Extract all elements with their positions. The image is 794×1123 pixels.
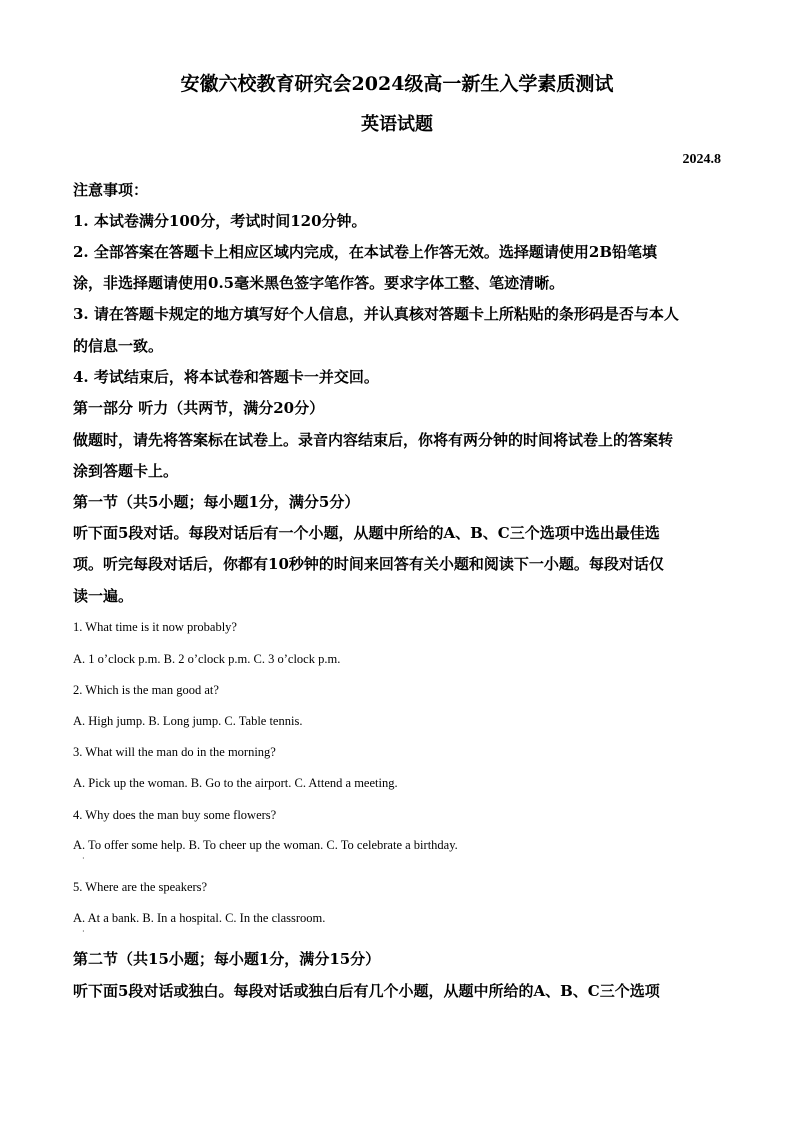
part1-intro-line: 涂到答题卡上。 [73,462,179,480]
question-options: A. To offer some help. B. To cheer up the woman. C. To celebrate a birthday. [73,838,458,852]
question-options: A. Pick up the woman. B. Go to the airport. C. Attend a meeting. [73,776,398,790]
question-text: 5. Where are the speakers? [73,880,208,894]
notice-heading: 注意事项： [73,181,149,199]
question-options: A. At a bank. B. In a hospital. C. In the classroom. [73,911,326,925]
section2-heading: 第二节（共15小题；每小题1分，满分15分） [73,950,381,968]
notice-line: 的信息一致。 [73,337,164,355]
exam-subtitle: 英语试题 [361,114,433,135]
exam-title: 安徽六校教育研究会2024级高一新生入学素质测试 [180,73,614,95]
exam-date: 2024.8 [682,152,721,167]
question-options: A. 1 o’clock p.m. B. 2 o’clock p.m. C. 3 o’clock p.m. [73,652,341,666]
question-text: 2. Which is the man good at? [73,683,219,697]
notice-line: 1. 本试卷满分100分，考试时间120分钟。 [73,212,367,230]
notice-line: 涂，非选择题请使用0.5毫米黑色签字笔作答。要求字体工整、笔迹清晰。 [73,274,565,292]
question-text: 1. What time is it now probably? [73,620,237,634]
part1-intro-line: 做题时，请先将答案标在试卷上。录音内容结束后，你将有两分钟的时间将试卷上的答案转 [73,431,674,449]
notice-line: 4. 考试结束后，将本试卷和答题卡一并交回。 [73,368,379,386]
section1-intro-line: 读一遍。 [73,587,134,605]
section1-heading: 第一节（共5小题；每小题1分，满分5分） [73,493,360,511]
section2-intro-line: 听下面5段对话或独白。每段对话或独白后有几个小题，从题中所给的A、B、C三个选项 [73,982,660,1000]
question-options: A. High jump. B. Long jump. C. Table tennis. [73,714,303,728]
notice-line: 2. 全部答案在答题卡上相应区域内完成，在本试卷上作答无效。选择题请使用2B铅笔填 [73,243,658,261]
section1-intro-line: 听下面5段对话。每段对话后有一个小题，从题中所给的A、B、C三个选项中选出最佳选 [73,524,660,542]
stray-mark: · [82,854,85,863]
question-text: 3. What will the man do in the morning? [73,745,276,759]
part1-heading: 第一部分 听力（共两节，满分20分） [73,399,325,417]
question-text: 4. Why does the man buy some flowers? [73,808,277,822]
stray-mark: · [82,927,85,936]
section1-intro-line: 项。听完每段对话后，你都有10秒钟的时间来回答有关小题和阅读下一小题。每段对话仅 [73,555,664,573]
notice-line: 3. 请在答题卡规定的地方填写好个人信息，并认真核对答题卡上所粘贴的条形码是否与本人 [73,305,679,323]
